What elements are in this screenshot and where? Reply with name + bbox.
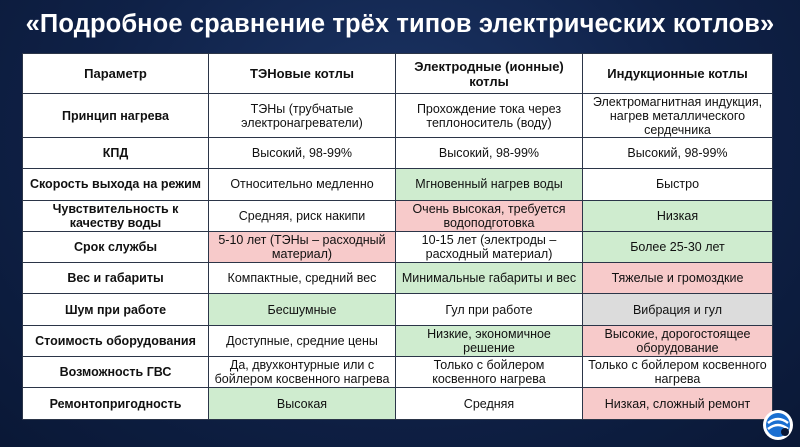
- column-header-electrode: Электродные (ионные) котлы: [396, 54, 583, 94]
- cell-induction: Электромагнитная индукция, нагрев металлического сердечника: [583, 94, 773, 138]
- row-parameter: Вес и габариты: [23, 263, 209, 294]
- cell-induction: Быстро: [583, 169, 773, 200]
- column-header-ten: ТЭНовые котлы: [209, 54, 396, 94]
- cell-electrode: 10-15 лет (электроды – расходный материал): [396, 231, 583, 262]
- cell-ten: ТЭНы (трубчатые электронагреватели): [209, 94, 396, 138]
- row-parameter: Шум при работе: [23, 294, 209, 325]
- table-row: [23, 94, 773, 138]
- row-parameter: Возможность ГВС: [23, 357, 209, 388]
- cell-ten: Бесшумные: [209, 294, 396, 325]
- row-parameter: Стоимость оборудования: [23, 325, 209, 356]
- cell-electrode: Гул при работе: [396, 294, 583, 325]
- cell-ten: Высокий, 98-99%: [209, 138, 396, 169]
- row-parameter: Ремонтопригодность: [23, 388, 209, 419]
- row-parameter: Срок службы: [23, 231, 209, 262]
- cell-ten: Да, двухконтурные или с бойлером косвенного нагрева: [209, 357, 396, 388]
- cell-induction: Более 25-30 лет: [583, 231, 773, 262]
- page-title: «Подробное сравнение трёх типов электрических котлов»: [25, 10, 775, 38]
- cell-ten: Средняя, риск накипи: [209, 200, 396, 231]
- cell-electrode: Средняя: [396, 388, 583, 419]
- cell-induction: Низкая: [583, 200, 773, 231]
- cell-ten: Компактные, средний вес: [209, 263, 396, 294]
- cell-electrode: Низкие, экономичное решение: [396, 325, 583, 356]
- table-row: [23, 294, 773, 325]
- cell-electrode: Высокий, 98-99%: [396, 138, 583, 169]
- table-row: [23, 138, 773, 169]
- cell-electrode: Прохождение тока через теплоноситель (воду): [396, 94, 583, 138]
- table-row: [23, 200, 773, 231]
- table-row: [23, 263, 773, 294]
- table-row: [23, 357, 773, 388]
- cell-electrode: Минимальные габариты и вес: [396, 263, 583, 294]
- cell-induction: Вибрация и гул: [583, 294, 773, 325]
- column-header-induction: Индукционные котлы: [583, 54, 773, 94]
- table-row: [23, 231, 773, 262]
- table-row: [23, 325, 773, 356]
- cell-ten: 5-10 лет (ТЭНы – расходный материал): [209, 231, 396, 262]
- globe-logo-icon: [762, 409, 794, 441]
- comparison-table: [22, 53, 773, 420]
- cell-induction: Тяжелые и громоздкие: [583, 263, 773, 294]
- cell-induction: Высокий, 98-99%: [583, 138, 773, 169]
- cell-electrode: Очень высокая, требуется водоподготовка: [396, 200, 583, 231]
- cell-induction: Только с бойлером косвенного нагрева: [583, 357, 773, 388]
- row-parameter: КПД: [23, 138, 209, 169]
- cell-electrode: Только с бойлером косвенного нагрева: [396, 357, 583, 388]
- table-row: [23, 169, 773, 200]
- row-parameter: Чувствительность к качеству воды: [23, 200, 209, 231]
- cell-electrode: Мгновенный нагрев воды: [396, 169, 583, 200]
- row-parameter: Принцип нагрева: [23, 94, 209, 138]
- table-header-row: [23, 54, 773, 94]
- cell-induction: Низкая, сложный ремонт: [583, 388, 773, 419]
- cell-ten: Высокая: [209, 388, 396, 419]
- cell-ten: Относительно медленно: [209, 169, 396, 200]
- table-row: [23, 388, 773, 419]
- row-parameter: Скорость выхода на режим: [23, 169, 209, 200]
- cell-ten: Доступные, средние цены: [209, 325, 396, 356]
- cell-induction: Высокие, дорогостоящее оборудование: [583, 325, 773, 356]
- column-header-parameter: Параметр: [23, 54, 209, 94]
